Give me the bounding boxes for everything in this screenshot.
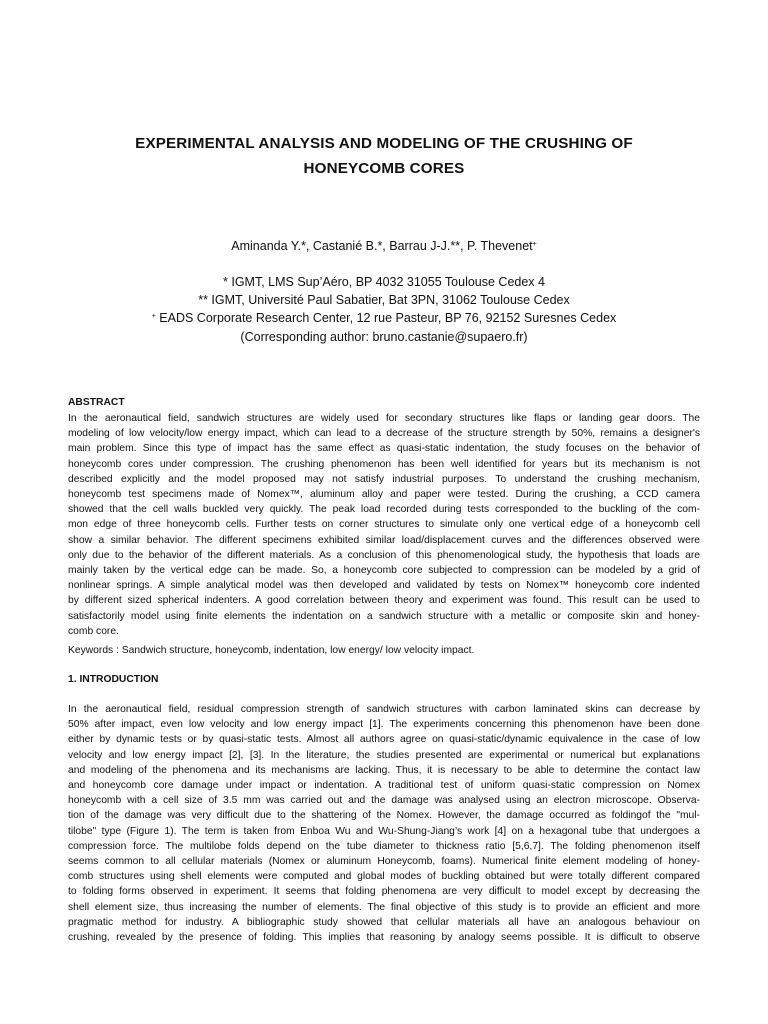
affiliation-1 (0, 273, 768, 291)
intro-line: velocity and low energy impact [2], [3]. In the literature, the studies presented are experimental or numerical but explanations (68, 749, 700, 761)
intro-line: tion of the damage was very difficult due to the shattering of the Nomex. However, the damage occurred as foldingof the "mul- (68, 810, 700, 822)
intro-line: seems common to all cellular materials (Nomex or aluminum Honeycomb, foams). Numerical finite element modeling of honey- (68, 856, 700, 868)
introduction-heading: 1. INTRODUCTION (68, 674, 159, 685)
keywords: Keywords : Sandwich structure, honeycomb, indentation, low energy/ low velocity impact. (68, 645, 475, 656)
abstract-body (68, 411, 700, 639)
title-line-1: EXPERIMENTAL ANALYSIS AND MODELING OF THE CRUSHING OF (135, 135, 633, 152)
intro-line: compression force. The multilobe folds depend on the tube diameter to thickness ratio [5,6,7]. The folding phenomenon itself (68, 840, 700, 852)
abstract-line: by different sized spherical indenters. A good correlation between theory and experiment was found. This result can be used to (68, 595, 700, 607)
author-list (0, 238, 768, 254)
abstract-line: honeycomb test specimens made of Nomex™, aluminum alloy and paper were tested. During the crushing, a CCD camera (68, 489, 700, 501)
affiliation-text: * IGMT, LMS Sup’Aéro, BP 4032 31055 Toulouse Cedex 4 (223, 275, 545, 289)
intro-line: either by dynamic tests or by quasi-static tests. Almost all authors agree on quasi-static/dynamic equivalence in the case of low (68, 734, 700, 746)
intro-line: tilobe" type (Figure 1). The term is taken from Enboa Wu and Wu-Shung-Jiang’s work [4] on a hexagonal tube that undergoes a (68, 825, 700, 837)
abstract-line: satisfactorily model using finite elements the indentation on a sandwich structure with a metallic or composite skin and honey- (68, 610, 700, 622)
title-line-2: HONEYCOMB CORES (303, 160, 465, 177)
affiliation-text: ** IGMT, Université Paul Sabatier, Bat 3PN, 31062 Toulouse Cedex (198, 293, 570, 308)
intro-line: and modeling of the phenomena and its mechanisms are lacking. Thus, it is necessary to be able to determine the contact law (68, 764, 700, 776)
intro-line: pragmatic method for industry. A bibliographic study showed that cellular materials all have an analogous behaviour on (68, 916, 700, 928)
abstract-line: main problem. Since this type of impact has the same effect as quasi-static indentation, the study focuses on the behavior of (68, 443, 700, 455)
author-names: Aminanda Y.*, Castanié B.*, Barrau J-J.**, P. Thevenet (231, 239, 533, 253)
abstract-line: comb core. (68, 625, 119, 637)
abstract-line: mon edge of three honeycomb cells. Further tests on corner structures to simulate only one vertical edge of a honeycomb cell (68, 519, 700, 531)
intro-line: crushing, revealed by the presence of folding. This implies that reasoning by analogy seems possible. It is difficult to observe (68, 932, 700, 944)
author-mark: + (532, 241, 537, 248)
intro-line: shell element size, thus increasing the number of elements. The final objective of this study is to provide an efficient and more (68, 901, 700, 913)
introduction-body (68, 702, 700, 945)
affiliation-mark: + (151, 313, 156, 321)
intro-line: comb structures using shell elements were computed and global modes of buckling obtained but were totally different compared (68, 871, 700, 883)
abstract-line: honeycomb cores under compression. The crushing phenomenon has been well identified for years but its mechanism is not (68, 458, 700, 470)
abstract-line: mainly taken by the vertical edge can be made. So, a honeycomb core subjected to compression can be modeled by a grid of (68, 565, 700, 577)
intro-line: 50% after impact, even low velocity and low energy impact [1]. The experiments concerning this phenomenon have been done (68, 719, 700, 731)
intro-line: In the aeronautical field, residual compression strength of sandwich structures with carbon laminated skins can decrease by (68, 704, 700, 715)
abstract-line: show a similar behavior. The different specimens exhibited similar load/displacement curves and the differences observed were (68, 534, 700, 546)
abstract-line: modeling of low velocity/low energy impact, which can lead to a decrease of the structure strength by 50%, remains a designer's (68, 428, 700, 440)
abstract-line: showed that the cell walls buckled very quickly. The peak load recorded during tests corresponded to the buckling of the com- (68, 504, 700, 516)
abstract-line: only due to the behavior of the different materials. As a conclusion of this phenomenological study, the hypothesis that loads are (68, 549, 700, 561)
paper-title (60, 131, 708, 181)
intro-line: honeycomb with a cell size of 3.5 mm was carried out and the damage was analysed using an electron microscope. Observa- (68, 795, 700, 807)
intro-line: to folding forms observed in experiment. It seems that folding phenomena are very difficult to model except by decreasing the (68, 886, 700, 898)
affiliations (0, 273, 768, 346)
corresponding-author (0, 328, 768, 346)
affiliation-3 (0, 309, 768, 327)
affiliation-text: EADS Corporate Research Center, 12 rue Pasteur, BP 76, 92152 Suresnes Cedex (155, 311, 617, 326)
affiliation-text: (Corresponding author: bruno.castanie@supaero.fr) (240, 329, 528, 344)
abstract-line: nonlinear springs. A simple analytical model was then developed and validated by tests on Nomex™ honeycomb core indented (68, 580, 700, 592)
affiliation-2 (0, 291, 768, 309)
abstract-line: In the aeronautical field, sandwich structures are widely used for secondary structures like flaps or landing gear doors. The (68, 413, 700, 424)
abstract-heading: ABSTRACT (68, 397, 125, 408)
intro-line: and honeycomb core damage under impact or indentation. A traditional test of uniform quasi-static compression on Nomex (68, 780, 700, 792)
abstract-line: described explicitly and the model proposed may not satisfy industrial purposes. To understand the crushing mechanism, (68, 473, 700, 485)
